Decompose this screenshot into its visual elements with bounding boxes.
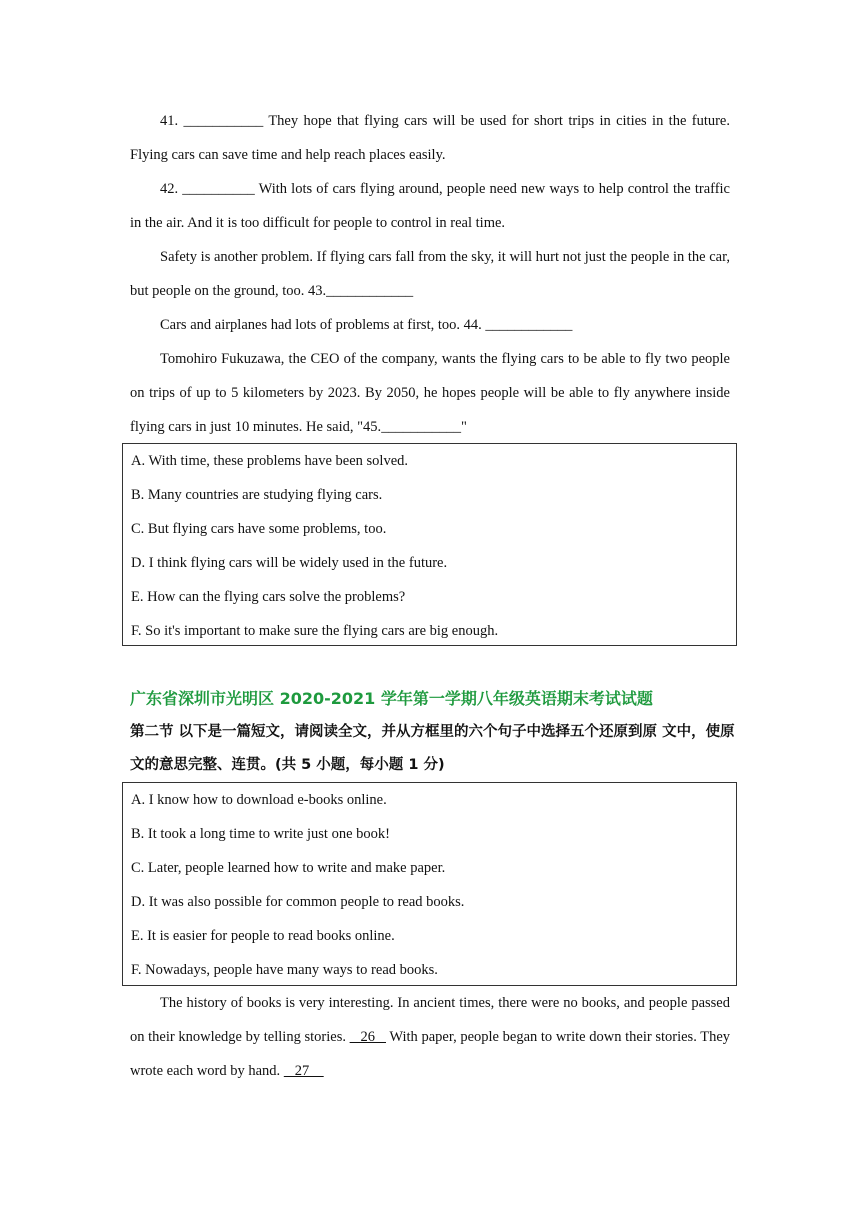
option-e: E. How can the flying cars solve the problems? bbox=[131, 589, 406, 605]
paragraph-history-of-books bbox=[130, 986, 730, 1088]
paragraph-43-text: Safety is another problem. If flying cars fall from the sky, it will hurt not just the people in the car, but people on the ground, too. 43. bbox=[130, 249, 730, 299]
answer-blank-44: ____________ bbox=[485, 317, 573, 333]
paragraph-44-text: Cars and airplanes had lots of problems at first, too. 44. bbox=[160, 317, 486, 333]
paragraph-text-2: With paper, people began to write down their stories. They wrote each word by hand. bbox=[130, 1029, 731, 1079]
option-e: E. It is easier for people to read books online. bbox=[131, 928, 395, 944]
answer-blank-26: 26 bbox=[349, 1029, 386, 1045]
answer-blank-42: __________ bbox=[182, 181, 255, 197]
option-c: C. But flying cars have some problems, too. bbox=[131, 521, 387, 537]
paragraph-41 bbox=[130, 104, 730, 172]
option-c: C. Later, people learned how to write and make paper. bbox=[131, 860, 446, 876]
paragraph-45 bbox=[130, 342, 730, 444]
answer-blank-45: ___________ bbox=[381, 419, 461, 435]
paragraph-45-end: " bbox=[460, 419, 467, 435]
answer-blank-27: 27 bbox=[283, 1063, 324, 1079]
option-a: A. I know how to download e-books online. bbox=[131, 792, 387, 808]
option-d: D. It was also possible for common people to read books. bbox=[131, 894, 465, 910]
option-d: D. I think flying cars will be widely used in the future. bbox=[131, 555, 448, 571]
section-instruction: 第二节 以下是一篇短文，请阅读全文，并从方框里的六个句子中选择五个还原到原 文中，使原文的意思完整、连贯。(共 5 小题，每小题 1 分) bbox=[130, 724, 735, 773]
question-number-42: 42. bbox=[160, 181, 183, 197]
option-f: F. Nowadays, people have many ways to read books. bbox=[131, 962, 438, 978]
option-a: A. With time, these problems have been solved. bbox=[131, 453, 409, 469]
paragraph-42 bbox=[130, 172, 730, 240]
section-heading: 广东省深圳市光明区 2020-2021 学年第一学期八年级英语期末考试试题 bbox=[130, 689, 653, 708]
question-number-41: 41. bbox=[160, 113, 184, 129]
answer-blank-43: ____________ bbox=[326, 283, 414, 299]
paragraph-45-text: Tomohiro Fukuzawa, the CEO of the company, wants the flying cars to be able to fly two people on trips of up to 5 kilometers by 2023. By 2050, he hopes people will be able to fly anywhere inside flying cars in just 10 minutes. He said, "45. bbox=[130, 351, 730, 435]
answer-blank-41: ___________ bbox=[183, 113, 264, 129]
option-b: B. Many countries are studying flying cars. bbox=[131, 487, 383, 503]
paragraph-44 bbox=[130, 308, 730, 342]
options-box-1 bbox=[122, 443, 737, 646]
options-box-2 bbox=[122, 782, 737, 986]
paragraph-43 bbox=[130, 240, 730, 308]
option-b: B. It took a long time to write just one book! bbox=[131, 826, 390, 842]
paragraph-42-text: With lots of cars flying around, people need new ways to help control the traffic in the air. And it is too difficult for people to control in real time. bbox=[130, 181, 730, 231]
paragraph-text-1: The history of books is very interesting. In ancient times, there were no books, and people passed on their knowledge by telling stories. bbox=[130, 995, 730, 1045]
paragraph-41-text: They hope that flying cars will be used for short trips in cities in the future. Flying cars can save time and help reach places easily. bbox=[130, 113, 730, 163]
option-f: F. So it's important to make sure the flying cars are big enough. bbox=[131, 623, 499, 639]
